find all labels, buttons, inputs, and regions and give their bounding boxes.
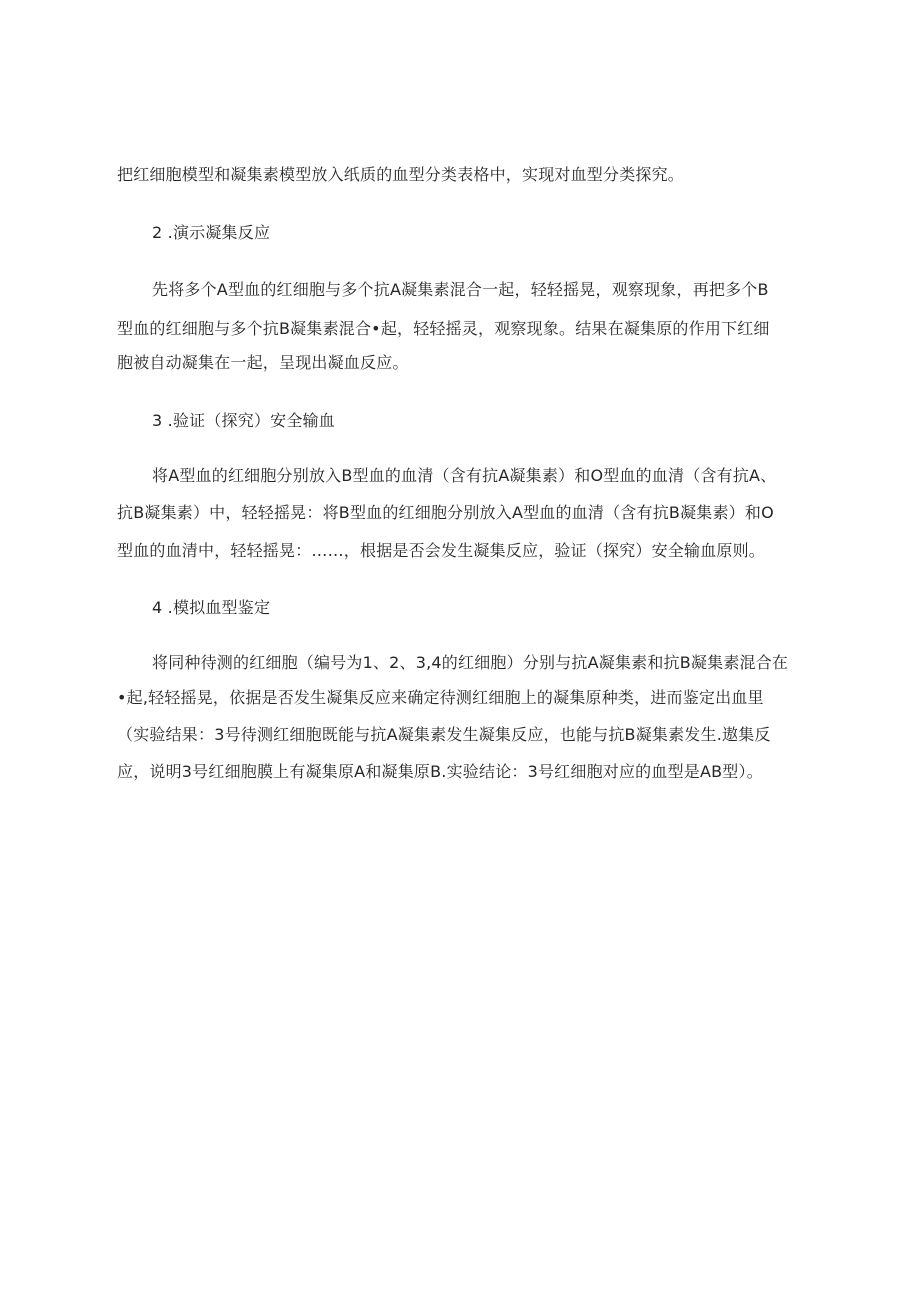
paragraph-line: 将A型血的红细胞分别放入B型血的血清（含有抗A凝集素）和O型血的血清（含有抗A、 [152, 466, 777, 485]
paragraph-line: 先将多个A型血的红细胞与多个抗A凝集素混合一起，轻轻摇晃，观察现象，再把多个B [152, 280, 769, 299]
section-heading-3: 3 .验证（探究）安全输血 [152, 411, 335, 430]
section-heading-2: 2 .演示凝集反应 [152, 223, 271, 242]
paragraph-line: 抗B凝集素）中，轻轻摇晃：将B型血的红细胞分别放入A型血的血清（含有抗B凝集素）和O [117, 503, 774, 522]
paragraph-line: （实验结果：3号待测红细胞既能与抗A凝集素发生凝集反应，也能与抗B凝集素发生.遨集反 [117, 725, 771, 744]
intro-line: 把红细胞模型和凝集素模型放入纸质的血型分类表格中，实现对血型分类探究。 [117, 165, 685, 184]
section-heading-4: 4 .模拟血型鉴定 [152, 598, 271, 617]
paragraph-line: 型血的血清中，轻轻摇晃：……，根据是否会发生凝集反应，验证（探究）安全输血原则。 [117, 541, 766, 560]
paragraph-line: 将同种待测的红细胞（编号为1、2、3,4的红细胞）分别与抗A凝集素和抗B凝集素混合在 [152, 653, 789, 672]
paragraph-line: 胞被自动凝集在一起，呈现出凝血反应。 [117, 353, 409, 372]
paragraph-line: •起,轻轻摇晃，依据是否发生凝集反应来确定待测红细胞上的凝集原种类，进而鉴定出血里 [117, 688, 764, 707]
paragraph-line: 应，说明3号红细胞膜上有凝集原A和凝集原B.实验结论：3号红细胞对应的血型是AB型）。 [117, 762, 763, 781]
paragraph-line: 型血的红细胞与多个抗B凝集素混合•起，轻轻摇灵，观察现象。结果在凝集原的作用下红细 [117, 319, 770, 338]
